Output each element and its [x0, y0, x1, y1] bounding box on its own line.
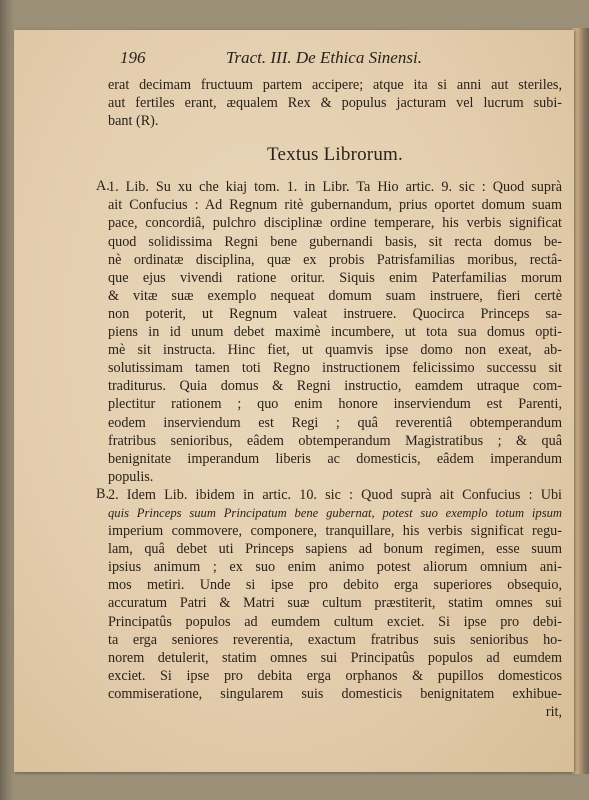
- intro-text: [108, 76, 562, 130]
- text-line: nè ordinatæ disciplina, quæ ex probis Patrisfamilias moribus, rectâ-: [108, 251, 562, 268]
- text-line: imperium commovere, componere, tranquillare, his verbis significat regu-: [108, 523, 562, 540]
- text-line: que ejus vivendi ratione oritur. Siquis enim Paterfamilias morum: [108, 269, 562, 286]
- text-line: ipsius animum ; ex suo enim animo potest aliorum omnium ani-: [108, 559, 562, 576]
- text-line: ait Confucius : Ad Regnum ritè gubernandum, prius oportet domum suam: [108, 197, 562, 214]
- text-line: mos metiri. Unde si ipse pro debito erga superiores obsequio,: [108, 577, 562, 594]
- text-line: exciet. Si ipse pro debita erga orphanos & pupillos domesticos: [108, 667, 562, 684]
- paragraph-a: [96, 178, 562, 486]
- text-line: traditurus. Quia domus & Regni instructio, eamdem utraque com-: [108, 378, 562, 395]
- text-line: ta erga seniores reverentia, exactum fratribus suis senioribus ho-: [108, 631, 562, 648]
- paragraph-marker: B.: [96, 485, 110, 502]
- text-line: 2. Idem Lib. ibidem in artic. 10. sic : Quod suprà ait Confucius : Ubi: [108, 486, 562, 503]
- text-line: plectitur rationem ; quo enim honore inserviendum est Parenti,: [108, 396, 562, 413]
- text-line: erat decimam fructuum partem accipere; atque ita si anni aut steriles,: [108, 77, 562, 93]
- text-line: populis.: [108, 468, 154, 485]
- text-line: solutissimam tamen toti Regno instructionem felicissimo successu sit: [108, 360, 562, 377]
- text-line: rit,: [545, 704, 562, 720]
- text-line: piens in id unum debet maximè incumbere, ut tota sua domus opti-: [108, 324, 562, 341]
- text-line: non poterit, ut Regnum valeat instruere. Quocirca Princeps sa-: [108, 305, 562, 322]
- text-line: fratribus senioribus, eâdem obtemperandum Magistratibus ; & quâ: [108, 432, 562, 449]
- text-line: pace, concordiâ, pulchro disciplinæ ordine temperare, his verbis significat: [108, 215, 562, 232]
- page-content: [96, 48, 562, 721]
- text-line: lam, quâ debet uti Princeps sapiens ad bonum regimen, esse suum: [108, 541, 562, 558]
- paragraph-marker: A.: [96, 178, 110, 195]
- paragraph-b: [96, 485, 562, 721]
- text-line: quod solidissima Regni bene gubernandi basis, sit recta domus be-: [108, 233, 562, 250]
- text-line: eodem inserviendum est Regi ; quâ reverentiâ obtemperandum: [108, 414, 562, 431]
- running-title: Tract. III. De Ethica Sinensi.: [226, 48, 422, 67]
- text-line: quis Princeps suum Principatum bene gubernat, potest suo exemplo totum ipsum: [108, 505, 562, 520]
- text-line: mè sit instructa. Hinc fiet, ut quamvis ipse domo non exeat, ab-: [108, 342, 562, 359]
- text-line: Principatûs populos ad eumdem cultum exciet. Si ipse pro debi-: [108, 613, 562, 630]
- page-number: 196: [120, 48, 146, 67]
- page-header: [108, 48, 562, 74]
- text-line: aut fertiles erant, æqualem Rex & populus jacturam vel lucrum subi-: [108, 95, 562, 112]
- text-line: benignitate imperandum liberis ac domesticis, eâdem imperandum: [108, 450, 562, 467]
- text-line: 1. Lib. Su xu che kiaj tom. 1. in Libr. Ta Hio artic. 9. sic : Quod suprà: [108, 179, 562, 196]
- text-line: accuratum Patri & Matri suæ cultum præstiterit, statim omnes sui: [108, 595, 562, 612]
- text-line: norem detulerit, statim omnes sui Principatûs populos ad eumdem: [108, 649, 562, 666]
- text-line: & vitæ suæ exemplo nequeat domum suam instruere, fieri certè: [108, 287, 562, 304]
- text-line: commiseratione, singularem suis domesticis benignitatem exhibue-: [108, 685, 562, 702]
- text-line: bant (R).: [108, 113, 159, 130]
- facing-page-edge: [572, 28, 589, 774]
- section-title: Textus Librorum.: [267, 144, 403, 166]
